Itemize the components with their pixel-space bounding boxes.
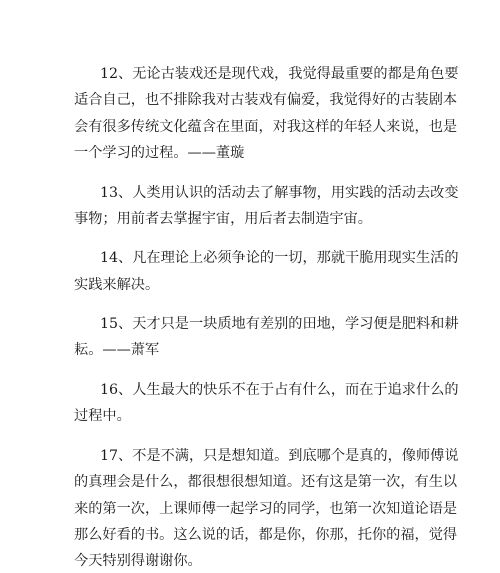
paragraph-16-line-1: 16、人生最大的快乐不在于占有什么，而在于追求什么的 — [100, 382, 459, 398]
paragraph-12-line-1: 12、无论古装戏还是现代戏，我觉得最重要的都是角色要 — [100, 66, 459, 82]
paragraph-17-line-4: 那么好看的书。这么说的话，都是你，你那，托你的福，觉得 — [74, 527, 458, 543]
paragraph-12-line-2: 适合自己，也不排除我对古装戏有偏爱，我觉得好的古装剧本 — [74, 92, 458, 108]
paragraph-16-line-2: 过程中。 — [74, 408, 131, 424]
paragraph-12-line-3: 会有很多传统文化蕴含在里面，对我这样的年轻人来说，也是 — [74, 119, 458, 135]
paragraph-13-line-1: 13、人类用认识的活动去了解事物，用实践的活动去改变 — [100, 185, 459, 201]
paragraph-15-line-2: 耘。——萧军 — [74, 342, 160, 358]
paragraph-17-line-5: 今天特别得谢谢你。 — [74, 553, 202, 569]
paragraph-15-line-1: 15、天才只是一块质地有差别的田地，学习便是肥料和耕 — [100, 316, 459, 332]
paragraph-12-line-4: 一个学习的过程。——董璇 — [74, 145, 245, 161]
paragraph-17-line-2: 的真理会是什么，都很想很想知道。还有这是第一次，有生以 — [74, 474, 458, 490]
paragraph-14-line-1: 14、凡在理论上必须争论的一切，那就干脆用现实生活的 — [100, 250, 459, 266]
paragraph-17-line-3: 来的第一次，上课师傅一起学习的同学，也第一次知道论语是 — [74, 501, 458, 517]
paragraph-13-line-2: 事物；用前者去掌握宇宙，用后者去制造宇宙。 — [74, 211, 372, 227]
paragraph-17-line-1: 17、不是不满，只是想知道。到底哪个是真的，像师傅说 — [100, 448, 459, 464]
paragraph-14-line-2: 实践来解决。 — [74, 277, 160, 293]
